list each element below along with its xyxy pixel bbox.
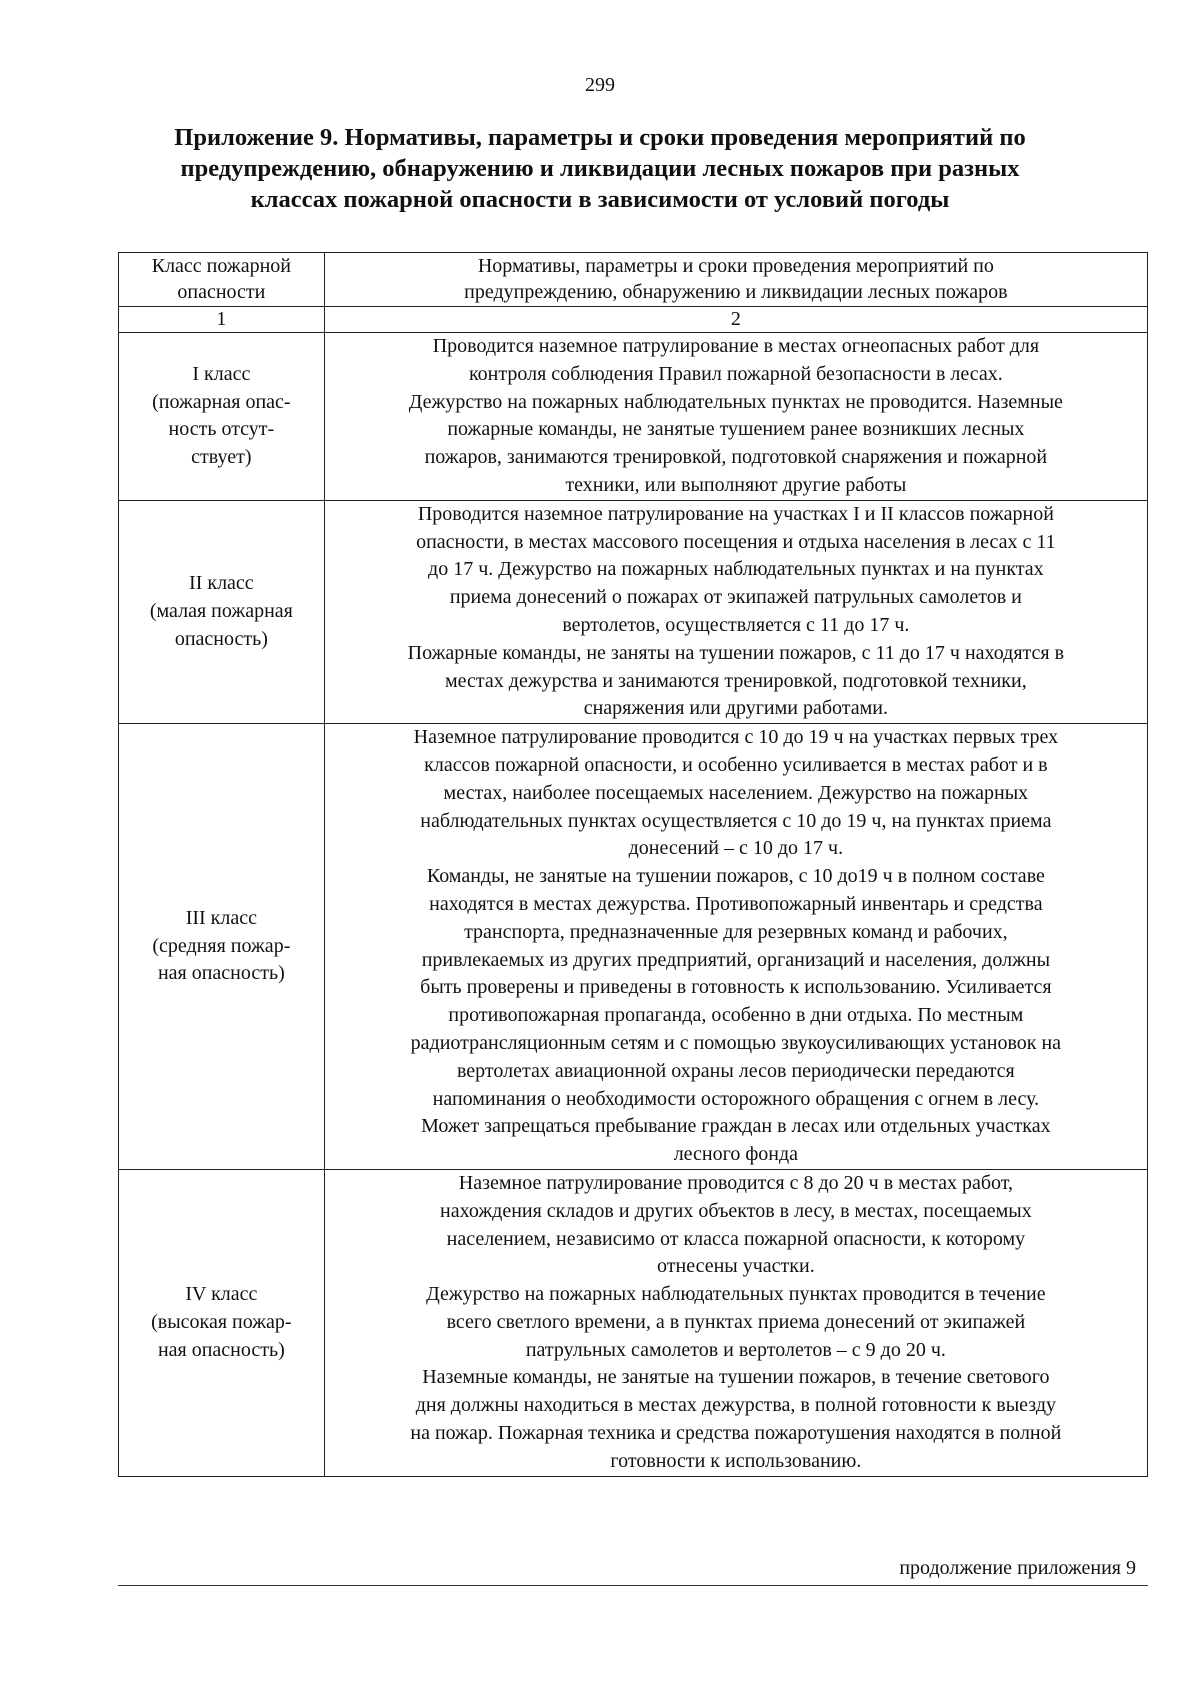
table-row bbox=[119, 333, 1148, 501]
title-line: Приложение 9. Нормативы, параметры и сроки проведения мероприятий по bbox=[174, 124, 1026, 151]
measures-line: противопожарная пропаганда, особенно в дни отдыха. По местным bbox=[448, 1004, 1024, 1027]
measures-line: до 17 ч. Дежурство на пожарных наблюдательных пунктах и на пунктах bbox=[428, 558, 1044, 581]
fire-class-line: ная опасность) bbox=[157, 962, 285, 985]
measures-line: на пожар. Пожарная техника и средства пожаротушения находятся в полной bbox=[410, 1422, 1062, 1445]
fire-class-line: I класс bbox=[192, 362, 251, 385]
measures-line: дня должны находиться в местах дежурства, в полной готовности к выезду bbox=[415, 1394, 1057, 1417]
fire-class-cell bbox=[119, 1169, 325, 1476]
measures-line: Может запрещаться пребывание граждан в лесах или отдельных участках bbox=[421, 1115, 1051, 1138]
measures-cell bbox=[324, 333, 1147, 501]
table-row bbox=[119, 724, 1148, 1170]
measures-line: Пожарные команды, не заняты на тушении пожаров, с 11 до 17 ч находятся в bbox=[407, 641, 1065, 664]
measures-line: напоминания о необходимости осторожного обращения с огнем в лесу. bbox=[432, 1087, 1040, 1110]
measures-line: быть проверены и приведены в готовность к использованию. Усиливается bbox=[420, 976, 1052, 999]
measures-line: населением, независимо от класса пожарной опасности, к которому bbox=[446, 1227, 1026, 1250]
measures-line: опасности, в местах массового посещения и отдыха населения в лесах с 11 bbox=[416, 530, 1056, 553]
fire-class-cell bbox=[119, 724, 325, 1170]
measures-line: вертолетов, осуществляется с 11 до 17 ч. bbox=[562, 613, 910, 636]
header-measures bbox=[324, 253, 1147, 307]
measures-cell bbox=[324, 1169, 1147, 1476]
measures-line: радиотрансляционным сетям и с помощью звукоусиливающих установок на bbox=[410, 1031, 1062, 1054]
fire-class-line: ствует) bbox=[191, 446, 252, 469]
header-line: Нормативы, параметры и сроки проведения мероприятий по bbox=[477, 255, 994, 277]
fire-class-line: II класс bbox=[189, 572, 254, 595]
measures-line: Дежурство на пожарных наблюдательных пунктах проводится в течение bbox=[426, 1283, 1046, 1306]
header-line: опасности bbox=[177, 280, 266, 303]
measures-line: Дежурство на пожарных наблюдательных пунктах не проводится. Наземные bbox=[408, 390, 1063, 413]
fire-class-line: (малая пожарная bbox=[149, 600, 293, 623]
measures-line: всего светлого времени, а в пунктах приема донесений от экипажей bbox=[446, 1310, 1026, 1333]
measures-line: привлекаемых из других предприятий, организаций и населения, должны bbox=[421, 948, 1051, 971]
measures-line: пожарные команды, не занятые тушением ранее возникших лесных bbox=[447, 418, 1025, 441]
measures-line: лесного фонда bbox=[673, 1143, 799, 1166]
measures-line: контроля соблюдения Правил пожарной безопасности в лесах. bbox=[468, 362, 1003, 385]
header-line: предупреждению, обнаружению и ликвидации лесных пожаров bbox=[464, 280, 1008, 303]
measures-line: находятся в местах дежурства. Противопожарный инвентарь и средства bbox=[429, 892, 1043, 915]
table-header-row bbox=[119, 253, 1148, 307]
measures-line: наблюдательных пунктах осуществляется с 10 до 19 ч, на пунктах приема bbox=[420, 809, 1052, 832]
measures-line: Проводится наземное патрулирование в местах огнеопасных работ для bbox=[432, 335, 1040, 357]
continuation-note: продолжение приложения 9 bbox=[899, 1557, 1136, 1579]
measures-line: Наземное патрулирование проводится с 8 до 20 ч в местах работ, bbox=[458, 1171, 1013, 1194]
measures-cell bbox=[324, 500, 1147, 723]
column-number: 1 bbox=[119, 307, 325, 333]
column-number: 2 bbox=[324, 307, 1147, 333]
fire-class-line: (высокая пожар- bbox=[151, 1310, 292, 1333]
measures-cell bbox=[324, 724, 1147, 1170]
measures-line: Наземное патрулирование проводится с 10 до 19 ч на участках первых трех bbox=[413, 726, 1059, 749]
measures-line: снаряжения или другими работами. bbox=[583, 697, 888, 720]
measures-line: патрульных самолетов и вертолетов – с 9 до 20 ч. bbox=[525, 1338, 946, 1361]
fire-class-line: IV класс bbox=[185, 1283, 258, 1306]
measures-line: Проводится наземное патрулирование на участках I и II классов пожарной bbox=[417, 502, 1054, 525]
fire-class-line: ная опасность) bbox=[157, 1338, 285, 1361]
measures-line: нахождения складов и других объектов в лесу, в местах, посещаемых bbox=[440, 1199, 1032, 1222]
page-number: 299 bbox=[585, 74, 615, 96]
measures-line: техники, или выполняют другие работы bbox=[565, 473, 907, 496]
measures-line: Наземные команды, не занятые на тушении пожаров, в течение светового bbox=[422, 1366, 1050, 1389]
fire-class-line: III класс bbox=[185, 906, 258, 929]
measures-line: транспорта, предназначенные для резервных команд и рабочих, bbox=[464, 920, 1008, 943]
measures-line: пожаров, занимаются тренировкой, подготовкой снаряжения и пожарной bbox=[424, 446, 1048, 469]
title-line: предупреждению, обнаружению и ликвидации лесных пожаров при разных bbox=[180, 155, 1020, 182]
fire-danger-table bbox=[118, 252, 1148, 1477]
measures-line: местах дежурства и занимаются тренировкой, подготовкой техники, bbox=[445, 669, 1027, 692]
fire-class-line: опасность) bbox=[174, 627, 268, 650]
measures-line: донесений – с 10 до 17 ч. bbox=[628, 837, 844, 860]
appendix-title bbox=[100, 122, 1100, 215]
measures-line: отнесены участки. bbox=[657, 1255, 815, 1278]
table-row bbox=[119, 500, 1148, 723]
measures-line: приема донесений о пожарах от экипажей патрульных самолетов и bbox=[449, 586, 1022, 609]
measures-line: местах, наиболее посещаемых населением. Дежурство на пожарных bbox=[443, 781, 1029, 804]
column-number-row bbox=[119, 307, 1148, 333]
header-class bbox=[119, 253, 325, 307]
measures-line: классов пожарной опасности, и особенно усиливается в местах работ и в bbox=[424, 753, 1048, 776]
title-line: классах пожарной опасности в зависимости от условий погоды bbox=[250, 186, 950, 213]
footer-divider bbox=[118, 1585, 1148, 1586]
fire-class-line: (средняя пожар- bbox=[152, 934, 291, 957]
table-row bbox=[119, 1169, 1148, 1476]
fire-class-cell bbox=[119, 333, 325, 501]
fire-class-line: (пожарная опас- bbox=[152, 390, 291, 413]
measures-line: вертолетах авиационной охраны лесов периодически передаются bbox=[456, 1059, 1015, 1082]
measures-line: готовности к использованию. bbox=[610, 1449, 862, 1472]
header-line: Класс пожарной bbox=[151, 255, 291, 277]
measures-line: Команды, не занятые на тушении пожаров, с 10 до19 ч в полном составе bbox=[426, 865, 1045, 888]
fire-class-line: ность отсут- bbox=[168, 418, 275, 441]
fire-class-cell bbox=[119, 500, 325, 723]
